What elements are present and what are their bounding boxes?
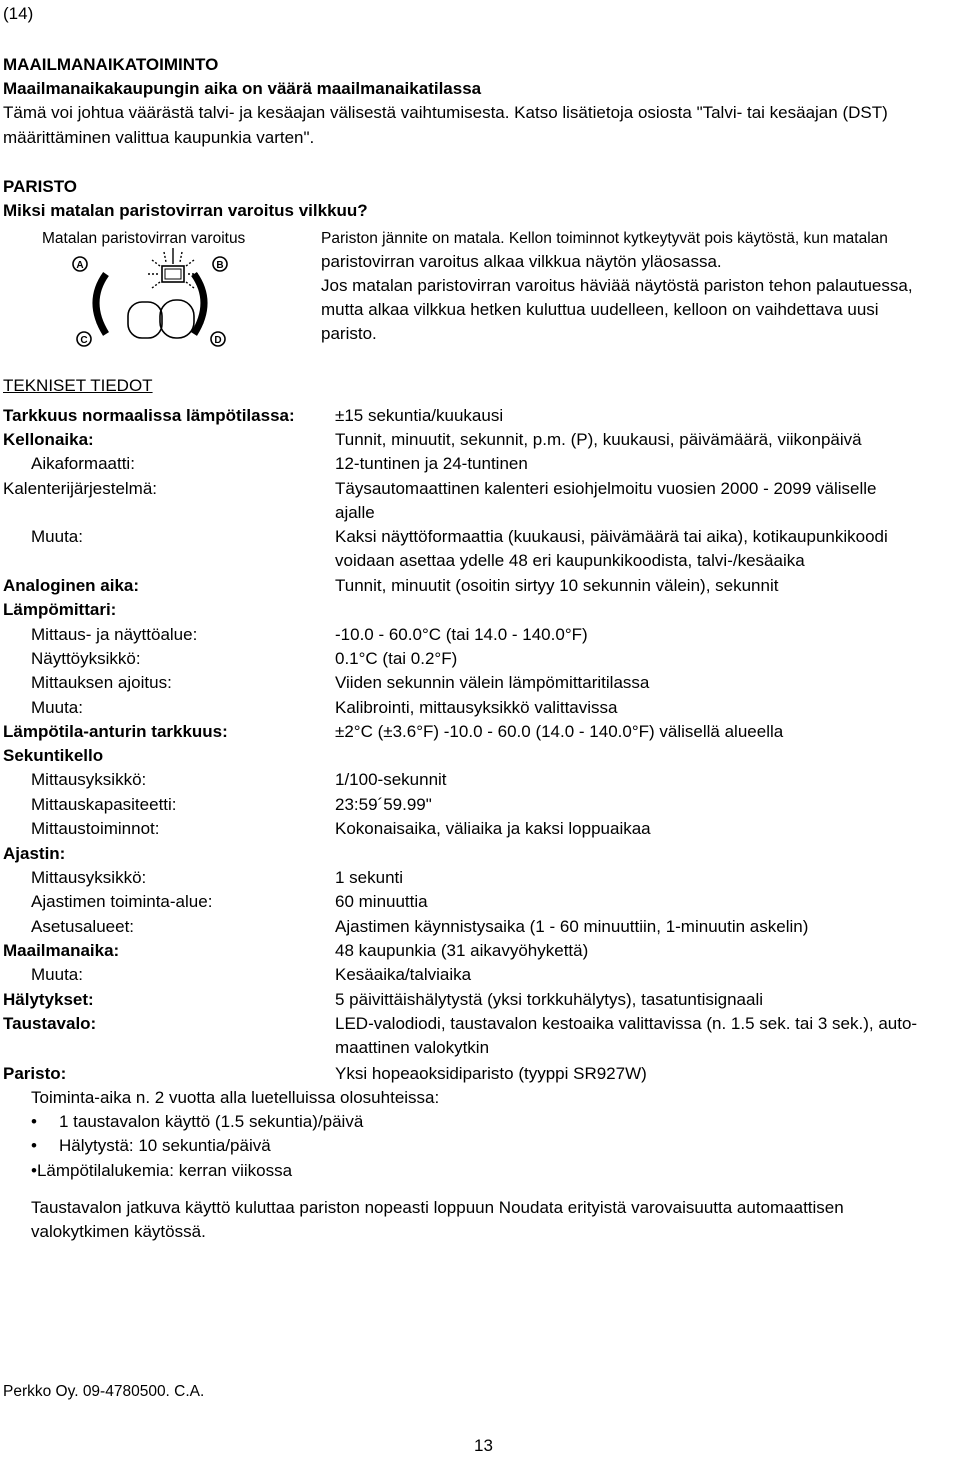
- spec-label: Muuta:: [31, 698, 83, 717]
- spec-label: Aikaformaatti:: [31, 454, 135, 473]
- button-d-label: D: [214, 335, 222, 346]
- spec-value: Täysautomaattinen kalenteri esiohjelmoitu vuosien 2000 - 2099 väliselle: [335, 479, 877, 498]
- list-item: [31, 1110, 363, 1134]
- spec-label: Muuta:: [31, 965, 83, 984]
- battery-life-intro: Toiminta-aika n. 2 vuotta alla luetelluissa olosuhteissa:: [31, 1088, 440, 1107]
- spec-value: Kaksi näyttöformaattia (kuukausi, päivämäärä tai aika), kotikaupunkikoodi: [335, 527, 888, 546]
- spec-label: Paristo:: [3, 1064, 67, 1083]
- world-time-heading: MAAILMANAIKATOIMINTO: [3, 55, 219, 74]
- battery-text-line1: Pariston jännite on matala. Kellon toiminnot kytkeytyvät pois käytöstä, kun matalan: [321, 230, 888, 247]
- spec-value: 1/100-sekunnit: [335, 770, 447, 789]
- spec-label: Asetusalueet:: [31, 917, 135, 936]
- bullet-icon: •: [31, 1112, 37, 1131]
- spec-value: 1 sekunti: [335, 868, 404, 887]
- spec-label: Näyttöyksikkö:: [31, 649, 141, 668]
- company-footer: Perkko Oy. 09-4780500. C.A.: [3, 1383, 205, 1400]
- battery-heading: PARISTO: [3, 177, 77, 196]
- bullet-icon: •: [31, 1161, 37, 1180]
- low-battery-figure-label: Matalan paristovirran varoitus: [42, 230, 246, 247]
- battery-text-line3: Jos matalan paristovirran varoitus häviää näytöstä pariston tehon palautuessa,: [321, 276, 913, 295]
- low-battery-watch-icon: [72, 244, 232, 350]
- list-item: [31, 1159, 292, 1183]
- spec-value: Yksi hopeaoksidiparisto (tyyppi SR927W): [335, 1064, 647, 1083]
- spec-value: Kalibrointi, mittausyksikkö valittavissa: [335, 698, 618, 717]
- specs-heading: TEKNISET TIEDOT: [3, 376, 153, 395]
- spec-value: -10.0 - 60.0°C (tai 14.0 - 140.0°F): [335, 625, 588, 644]
- spec-value: Kesäaika/talviaika: [335, 965, 472, 984]
- world-time-question: Maailmanaikakaupungin aika on väärä maailmanaikatilassa: [3, 79, 482, 98]
- spec-value: Tunnit, minuutit, sekunnit, p.m. (P), kuukausi, päivämäärä, viikonpäivä: [335, 430, 862, 449]
- battery-text-line5: paristo.: [321, 324, 377, 343]
- spec-value: 0.1°C (tai 0.2°F): [335, 649, 458, 668]
- world-time-answer-line1: Tämä voi johtua väärästä talvi- ja kesäajan välisestä vaihtumisesta. Katso lisätietoja osiosta "Talvi- tai kesäajan (DST): [3, 103, 888, 122]
- spec-value: Viiden sekunnin välein lämpömittaritilassa: [335, 673, 650, 692]
- spec-value: 12-tuntinen ja 24-tuntinen: [335, 454, 528, 473]
- backlight-note-line2: valokytkimen käytössä.: [31, 1222, 206, 1241]
- backlight-note-line1: Taustavalon jatkuva käyttö kuluttaa pariston nopeasti loppuun Noudata erityistä varovaisuutta automaattisen: [31, 1198, 844, 1217]
- spec-value: 23:59´59.99": [335, 795, 432, 814]
- spec-label: Lämpömittari:: [3, 600, 117, 619]
- spec-value: ±15 sekuntia/kuukausi: [335, 406, 504, 425]
- spec-value: Ajastimen käynnistysaika (1 - 60 minuuttiin, 1-minuutin askelin): [335, 917, 809, 936]
- spec-label: Kalenterijärjestelmä:: [3, 479, 158, 498]
- spec-value: 5 päivittäishälytystä (yksi torkkuhälytys), tasatuntisignaali: [335, 990, 764, 1009]
- spec-value: Kokonaisaika, väliaika ja kaksi loppuaikaa: [335, 819, 651, 838]
- spec-label: Taustavalo:: [3, 1014, 97, 1033]
- spec-label: Mittauskapasiteetti:: [31, 795, 177, 814]
- spec-value: Tunnit, minuutit (osoitin sirtyy 10 sekunnin välein), sekunnit: [335, 576, 779, 595]
- spec-label: Ajastimen toiminta-alue:: [31, 892, 213, 911]
- spec-value: 60 minuuttia: [335, 892, 428, 911]
- page-reference: (14): [3, 4, 34, 23]
- spec-value-continued: ajalle: [335, 503, 375, 522]
- battery-life-item: 1 taustavalon käyttö (1.5 sekuntia)/päivä: [59, 1112, 364, 1131]
- page-number: 13: [474, 1436, 493, 1455]
- spec-value-continued: maattinen valokytkin: [335, 1038, 490, 1057]
- list-item: [31, 1134, 271, 1158]
- spec-label: Mittaus- ja näyttöalue:: [31, 625, 198, 644]
- spec-value: 48 kaupunkia (31 aikavyöhykettä): [335, 941, 589, 960]
- spec-label: Sekuntikello: [3, 746, 104, 765]
- spec-label: Hälytykset:: [3, 990, 94, 1009]
- spec-label: Muuta:: [31, 527, 83, 546]
- battery-text-line2: paristovirran varoitus alkaa vilkkua näytön yläosassa.: [321, 252, 722, 271]
- spec-label: Tarkkuus normaalissa lämpötilassa:: [3, 406, 295, 425]
- battery-life-item: Lämpötilalukemia: kerran viikossa: [36, 1161, 293, 1180]
- spec-value: LED-valodiodi, taustavalon kestoaika valittavissa (n. 1.5 sek. tai 3 sek.), auto-: [335, 1014, 918, 1033]
- spec-label: Mittausyksikkö:: [31, 868, 147, 887]
- spec-label: Analoginen aika:: [3, 576, 140, 595]
- battery-text-line4: mutta alkaa vilkkua hetken kuluttua uudelleen, kelloon on vaihdettava uusi: [321, 300, 879, 319]
- spec-label: Ajastin:: [3, 844, 66, 863]
- spec-label: Mittaustoiminnot:: [31, 819, 160, 838]
- spec-label: Mittauksen ajoitus:: [31, 673, 172, 692]
- button-a-label: A: [76, 260, 84, 271]
- spec-label: Mittausyksikkö:: [31, 770, 147, 789]
- spec-label: Lämpötila-anturin tarkkuus:: [3, 722, 228, 741]
- spec-label: Maailmanaika:: [3, 941, 120, 960]
- spec-value-continued: voidaan asettaa ydelle 48 eri kaupunkikoodista, talvi-/kesäaika: [335, 551, 805, 570]
- battery-life-item: Hälytystä: 10 sekuntia/päivä: [59, 1136, 271, 1155]
- battery-question: Miksi matalan paristovirran varoitus vilkkuu?: [3, 201, 368, 220]
- spec-value: ±2°C (±3.6°F) -10.0 - 60.0 (14.0 - 140.0°F) välisellä alueella: [335, 722, 784, 741]
- bullet-icon: •: [31, 1136, 37, 1155]
- button-c-label: C: [80, 335, 88, 346]
- spec-label: Kellonaika:: [3, 430, 94, 449]
- button-b-label: B: [216, 260, 224, 271]
- world-time-answer-line2: määrittäminen valittua kaupunkia varten".: [3, 128, 315, 147]
